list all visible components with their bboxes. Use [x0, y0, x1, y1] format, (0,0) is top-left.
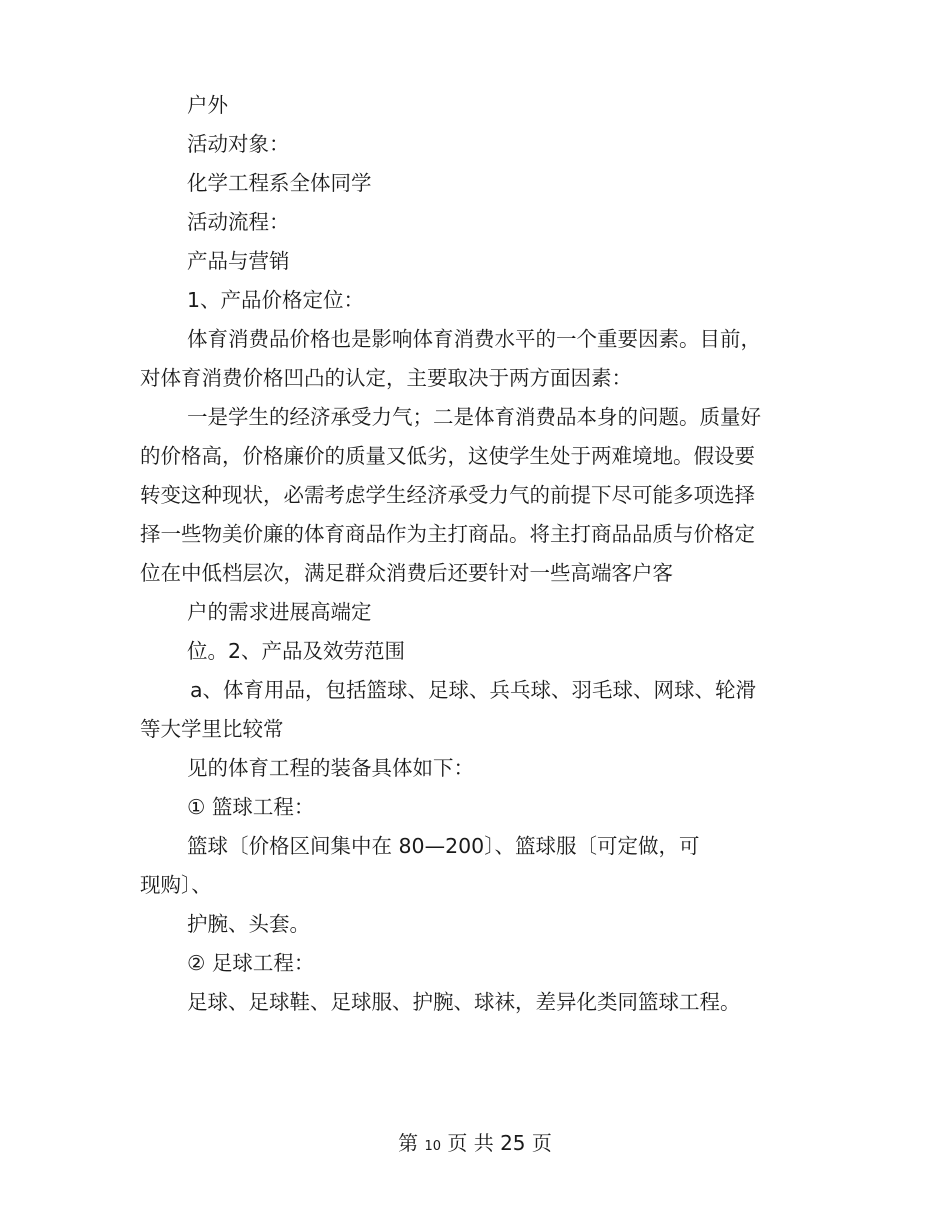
page-footer — [0, 1128, 950, 1162]
footer-total-pages: 25 — [500, 1131, 526, 1155]
paragraph-line: 对体育消费价格凹凸的认定，主要取决于两方面因素： — [140, 366, 632, 390]
paragraph-line: 现购〕、 — [140, 873, 212, 897]
paragraph-line: 等大学里比较常 — [140, 717, 284, 741]
paragraph-line: 化学工程系全体同学 — [187, 171, 372, 195]
paragraph-line: 篮球〔价格区间集中在 80—200〕、篮球服〔可定做，可 — [187, 834, 700, 858]
paragraph-line: 护腕、头套。 — [187, 912, 310, 936]
list-heading-basketball: ① 篮球工程： — [187, 795, 315, 819]
paragraph-line: 转变这种现状，必需考虑学生经济承受力气的前提下尽可能多项选择 — [140, 483, 755, 507]
section-heading-price-positioning: 1、产品价格定位： — [187, 288, 365, 312]
footer-prefix: 第 — [398, 1131, 419, 1155]
paragraph-line: 体育消费品价格也是影响体育消费水平的一个重要因素。目前， — [187, 327, 761, 351]
paragraph-line: 户的需求进展高端定 — [187, 600, 372, 624]
paragraph-line: 位在中低档层次，满足群众消费后还要针对一些高端客户客 — [140, 561, 673, 585]
section-heading-activity-target: 活动对象： — [187, 132, 290, 156]
paragraph-line: 足球、足球鞋、足球服、护腕、球袜，差异化类同篮球工程。 — [187, 990, 741, 1014]
paragraph-line: 择一些物美价廉的体育商品作为主打商品。将主打商品品质与价格定 — [140, 522, 755, 546]
footer-page-number: 10 — [424, 1139, 441, 1154]
paragraph-line: 户外 — [187, 93, 228, 117]
section-heading-activity-flow: 活动流程： — [187, 210, 290, 234]
footer-suffix: 页 — [531, 1131, 552, 1155]
document-body — [140, 86, 800, 1022]
list-heading-football: ② 足球工程： — [187, 951, 315, 975]
paragraph-line: 一是学生的经济承受力气；二是体育消费品本身的问题。质量好 — [187, 405, 761, 429]
section-heading-product-marketing: 产品与营销 — [187, 249, 290, 273]
section-heading-product-scope: 位。2、产品及效劳范围 — [187, 639, 406, 663]
footer-middle: 页 共 — [447, 1131, 494, 1155]
paragraph-line: 的价格高，价格廉价的质量又低劣，这使学生处于两难境地。假设要 — [140, 444, 755, 468]
paragraph-line: 见的体育工程的装备具体如下： — [187, 756, 474, 780]
paragraph-line: a、体育用品，包括篮球、足球、兵乓球、羽毛球、网球、轮滑 — [190, 678, 757, 702]
